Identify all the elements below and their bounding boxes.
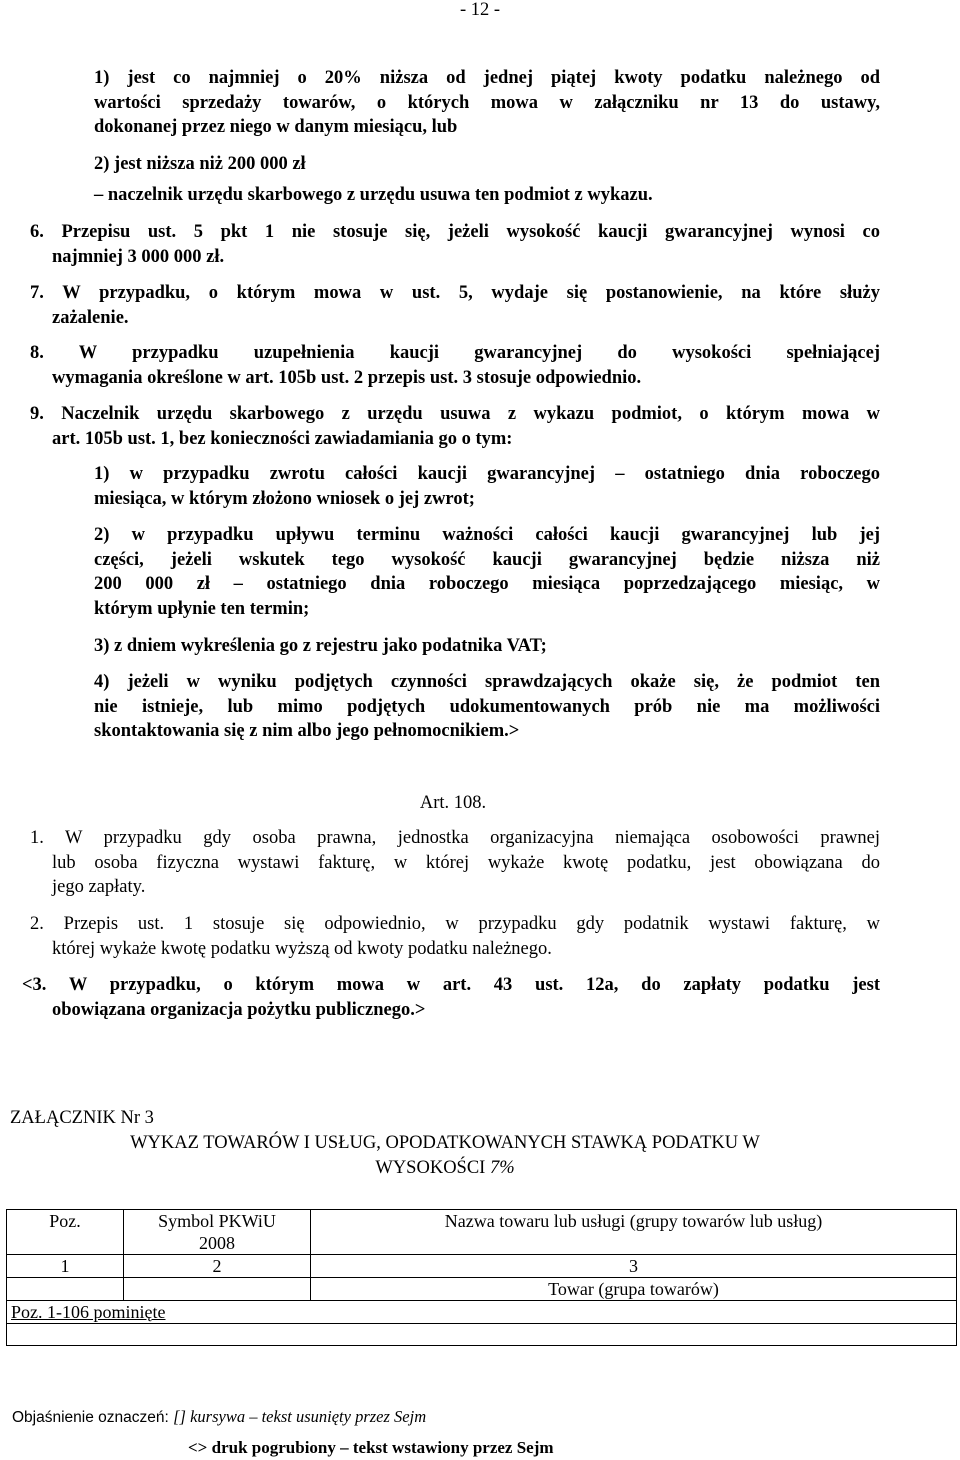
- table-row: [7, 1324, 957, 1346]
- legend-line-1: [12, 1407, 426, 1428]
- legend-label: Objaśnienie oznaczeń:: [12, 1409, 174, 1426]
- header-pkwiu: Symbol PKWiU 2008: [124, 1210, 311, 1255]
- cell-empty: [124, 1278, 311, 1301]
- point-1: 1) w przypadku zwrotu całości kaucji gwarancyjnej – ostatniego dnia roboczego miesiąca, w którym złożono wniosek o jej zwrot;: [94, 464, 880, 509]
- article-heading: Art. 108.: [419, 793, 487, 813]
- para-8: 8. W przypadku uzupełnienia kaucji gwarancyjnej do wysokości spełniającej wymagania określone w art. 105b ust. 2 przepis ust. 3 stosuje odpowiednio.: [30, 343, 880, 388]
- item-1-line-1: 1) jest co najmniej o 20% niższa od jednej piątej kwoty podatku należnego od: [94, 68, 880, 88]
- art-108-para-3: <3. W przypadku, o którym mowa w art. 43 ust. 12a, do zapłaty podatku jest obowiązana organizacja pożytku publicznego.>: [22, 975, 880, 1020]
- table-row: [7, 1278, 957, 1301]
- para-7: 7. W przypadku, o którym mowa w ust. 5, wydaje się postanowienie, na które służy zażalenie.: [30, 283, 880, 328]
- cell-omitted: Poz. 1-106 pominięte: [7, 1301, 957, 1324]
- item-1-line-3: dokonanej przez niego w danym miesiącu, lub: [94, 117, 458, 137]
- legend-line-2: <> druk pogrubiony – tekst wstawiony przez Sejm: [188, 1438, 554, 1457]
- table-row: [7, 1301, 957, 1324]
- cell-empty: [7, 1324, 957, 1346]
- cell-towar: Towar (grupa towarów): [311, 1278, 957, 1301]
- cell-n2: 2: [124, 1255, 311, 1278]
- rate-italic: 7%: [489, 1158, 515, 1178]
- cell-empty: [7, 1278, 124, 1301]
- legend-italic: [] kursywa – tekst usunięty przez Sejm: [173, 1407, 427, 1426]
- header-poz: Poz.: [7, 1210, 124, 1255]
- item-1-block: [94, 66, 880, 140]
- item-1-line-2: wartości sprzedaży towarów, o których mowa w załączniku nr 13 do ustawy,: [94, 92, 880, 113]
- item-2: 2) jest niższa niż 200 000 zł: [94, 154, 306, 174]
- annex-subtitle-2: WYSOKOŚCI 7%: [375, 1158, 515, 1178]
- goods-table: [6, 1209, 957, 1346]
- art-108-para-1: 1. W przypadku gdy osoba prawna, jednostka organizacyjna niemająca osobowości prawnej lub osoba fizyczna wystawi fakturę, w której wykaże kwotę podatku, jest obowiązana do jego zapłaty.: [30, 828, 880, 897]
- removal-clause: – naczelnik urzędu skarbowego z urzędu usuwa ten podmiot z wykazu.: [94, 185, 653, 205]
- page-number: - 12 -: [459, 0, 501, 20]
- table-row: [7, 1255, 957, 1278]
- cell-n3: 3: [311, 1255, 957, 1278]
- annex-subtitle-1: WYKAZ TOWARÓW I USŁUG, OPODATKOWANYCH STAWKĄ PODATKU W: [130, 1133, 760, 1153]
- annex-title: ZAŁĄCZNIK Nr 3: [10, 1108, 154, 1128]
- point-2: 2) w przypadku upływu terminu ważności całości kaucji gwarancyjnej lub jej części, jeżeli wskutek tego wysokość kaucji gwarancyjnej będzie niższa niż 200 000 zł – ostatniego dnia roboczego miesiąca poprzedzającego miesiąc, w którym upłynie ten termin;: [94, 525, 880, 619]
- table-header-row: [7, 1210, 957, 1255]
- cell-n1: 1: [7, 1255, 124, 1278]
- point-3: 3) z dniem wykreślenia go z rejestru jako podatnika VAT;: [94, 636, 547, 656]
- para-6: 6. Przepisu ust. 5 pkt 1 nie stosuje się, jeżeli wysokość kaucji gwarancyjnej wynosi co najmniej 3 000 000 zł.: [30, 222, 880, 267]
- para-9: 9. Naczelnik urzędu skarbowego z urzędu usuwa z wykazu podmiot, o którym mowa w art. 105b ust. 1, bez konieczności zawiadamiania go o tym:: [30, 404, 880, 449]
- art-108-para-2: 2. Przepis ust. 1 stosuje się odpowiednio, w przypadku gdy podatnik wystawi fakturę, w której wykaże kwotę podatku wyższą od kwoty podatku należnego.: [30, 914, 880, 959]
- header-name: Nazwa towaru lub usługi (grupy towarów lub usług): [311, 1210, 957, 1255]
- point-4: 4) jeżeli w wyniku podjętych czynności sprawdzających okaże się, że podmiot ten nie istnieje, lub mimo podjętych udokumentowanych prób nie ma możliwości skontaktowania się z nim albo jego pełnomocnikiem.>: [94, 672, 880, 741]
